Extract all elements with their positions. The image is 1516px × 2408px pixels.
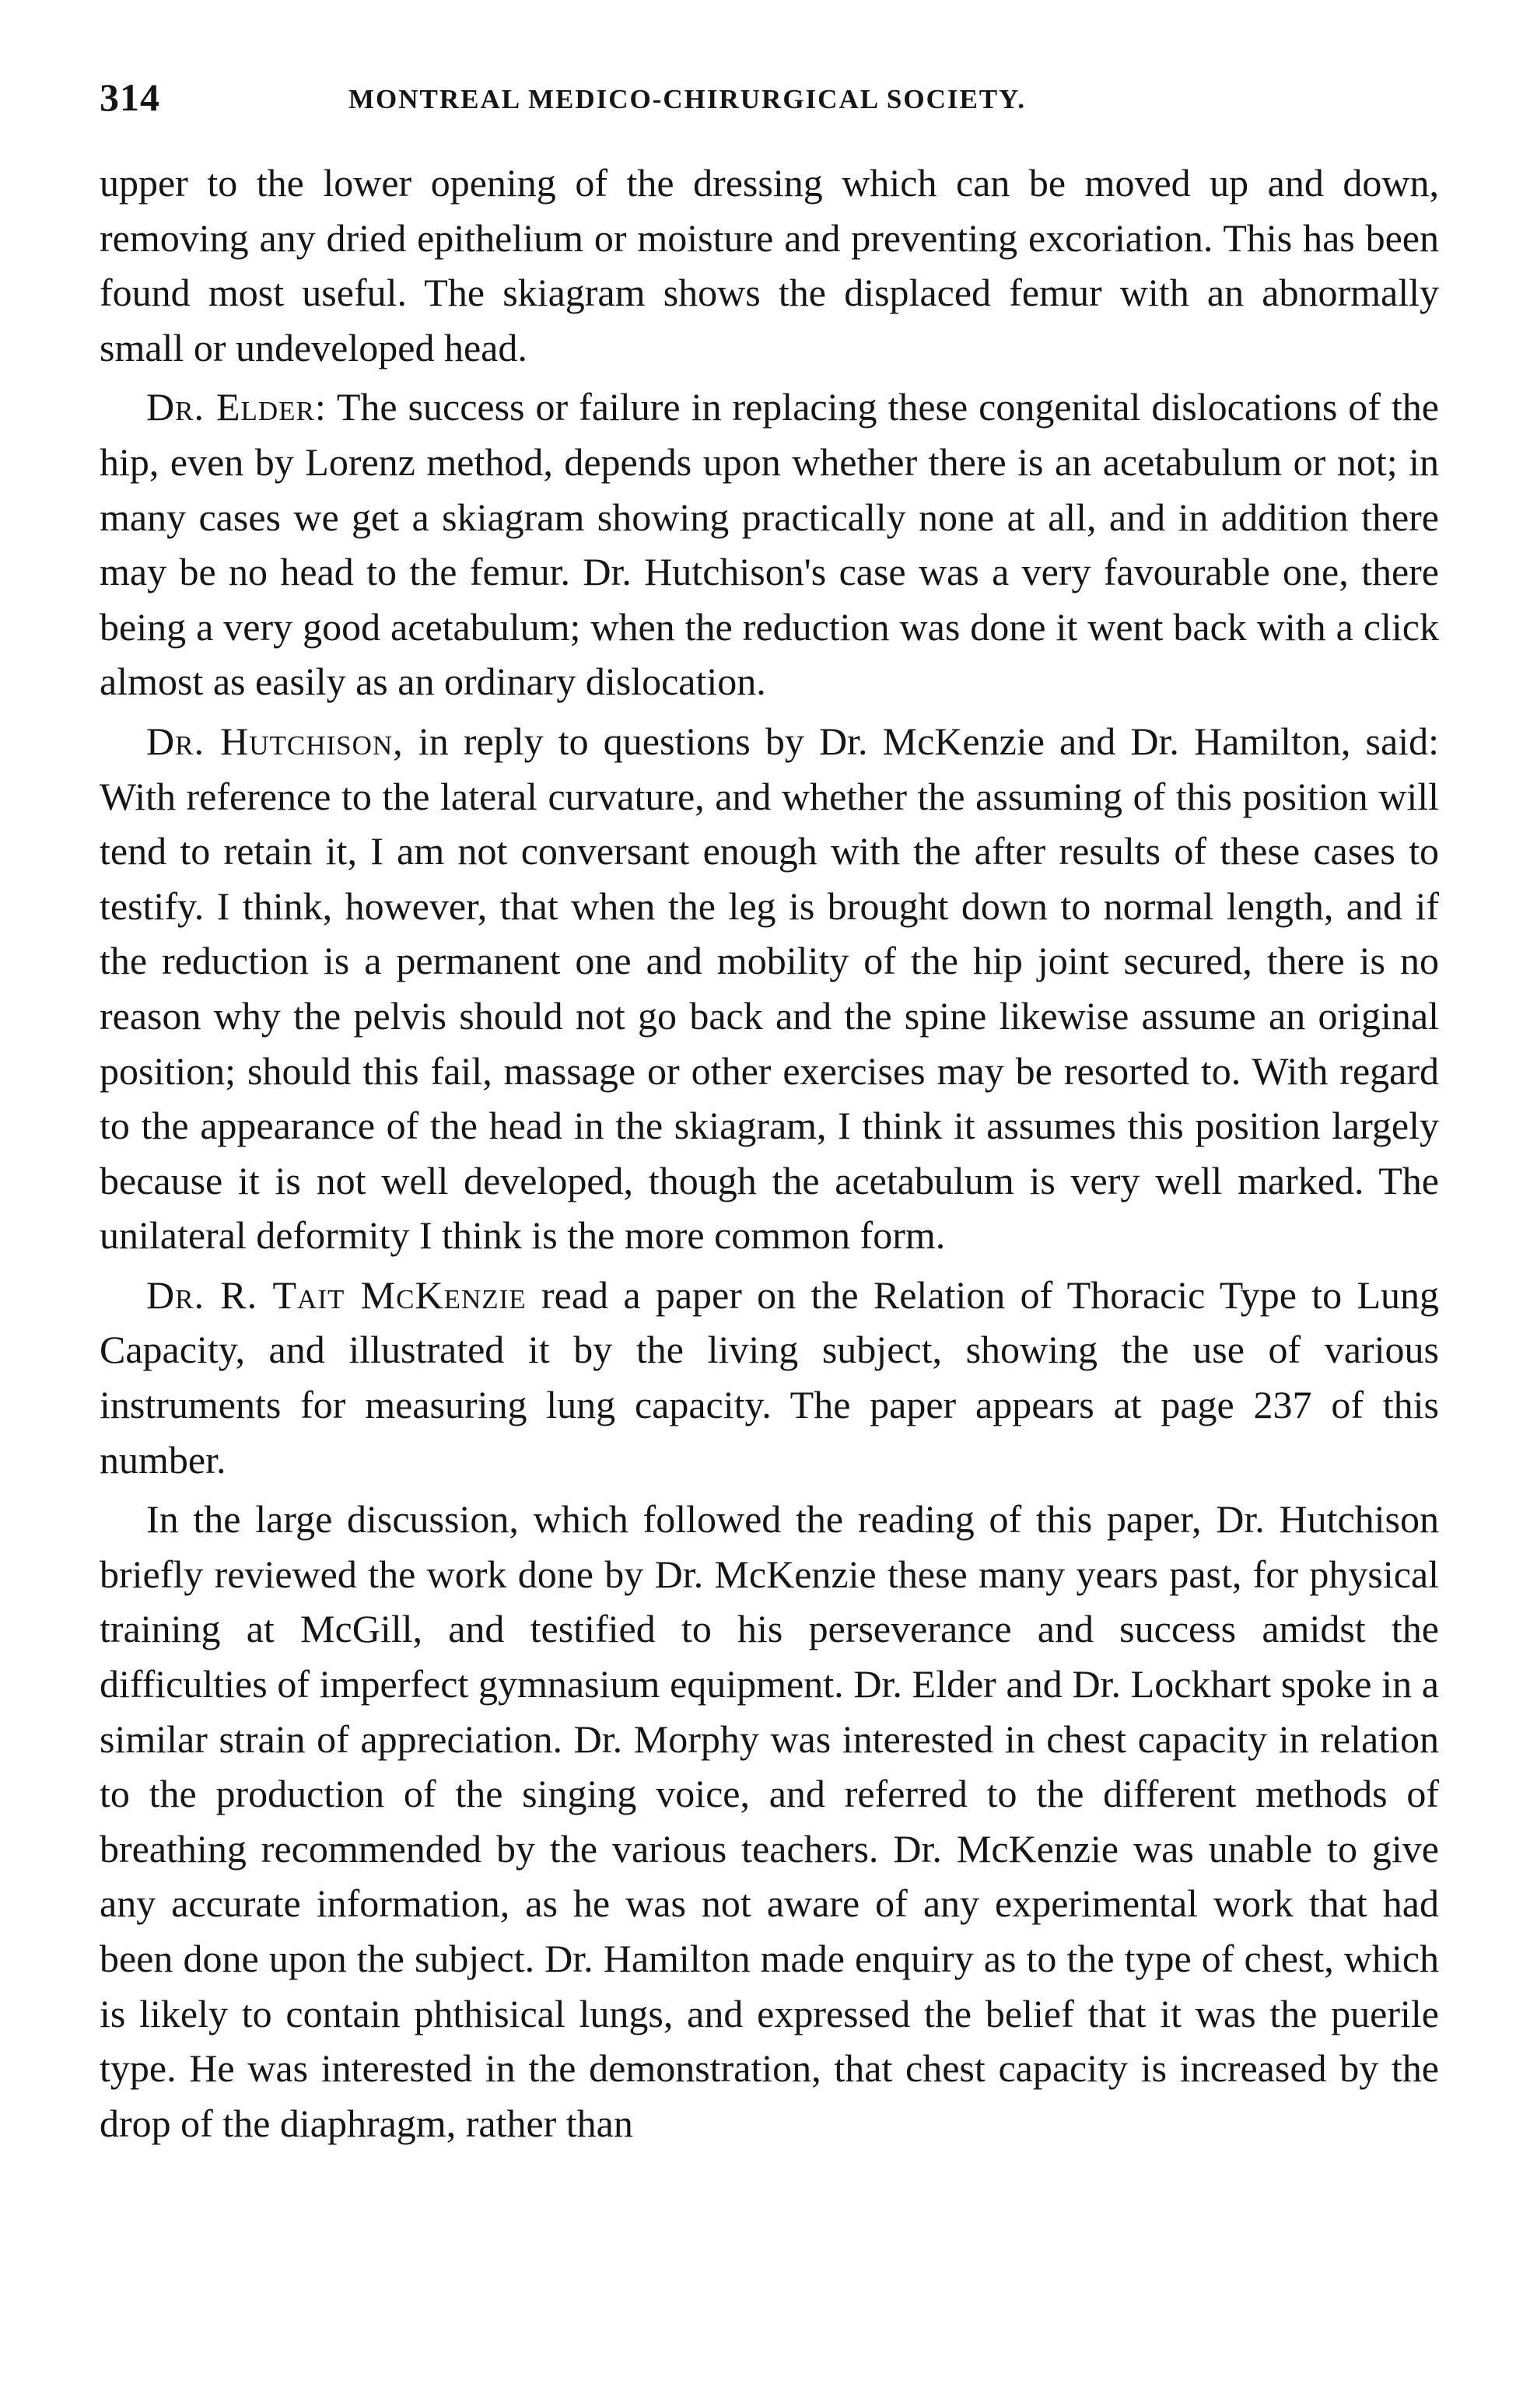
paragraph-text: in reply to questions by Dr. McKenzie and Dr. Hamilton, said: With reference to the lateral curvature, and whether the assuming of this position will tend to retain it, I am not conversant enough with the after results of these cases to testify. I think, however, that when the leg is brought down to normal length, and if the reduction is a permanent one and mobility of the hip joint secured, there is no reason why the pelvis should not go back and the spine likewise assume an original position; should this fail, massage or other exercises may be resorted to. With regard to the appearance of the head in the skiagram, I think it assumes this position largely because it is not well developed, though the acetabulum is very well marked. The unilateral deformity I think is the more common form. [100, 719, 1439, 1258]
running-head [100, 75, 1439, 129]
paragraph-continuation [100, 156, 1439, 375]
paragraph-text: read a paper on the Relation of Thoracic Type to Lung Capacity, and illustrated it by the living subject, showing the use of various instruments for measuring lung capacity. The paper appears at page 237 of this number. [100, 1272, 1440, 1482]
paragraph-dr-hutchison [100, 714, 1439, 1263]
article-body [100, 156, 1439, 2155]
paragraph-text: upper to the lower opening of the dressing which can be moved up and down, removing any dried epithelium or moisture and preventing excoriation. This has been found most useful. The skiagram shows the displaced femur with an abnormally small or undeveloped head. [100, 161, 1439, 369]
speaker-name: Dr. R. Tait McKenzie [146, 1272, 527, 1317]
paragraph-text: In the large discussion, which followed the reading of this paper, Dr. Hutchison briefly reviewed the work done by Dr. McKenzie these many years past, for physical training at McGill, and testified to his perseverance and success amidst the difficulties of imperfect gymnasium equipment. Dr. Elder and Dr. Lockhart spoke in a similar strain of appreciation. Dr. Morphy was interested in chest capacity in relation to the production of the singing voice, and referred to the different methods of breathing recommended by the various teachers. Dr. McKenzie was unable to give any accurate information, as he was not aware of any experimental work that had been done upon the subject. Dr. Hamilton made enquiry as to the type of chest, which is likely to contain phthisical lungs, and expressed the belief that it was the puerile type. He was interested in the demonstration, that chest capacity is increased by the drop of the diaphragm, rather than [100, 1497, 1439, 2145]
speaker-name: Dr. Hutchison, [146, 719, 404, 763]
paragraph-dr-mckenzie [100, 1268, 1439, 1487]
page-number: 314 [100, 75, 160, 119]
journal-title: MONTREAL MEDICO-CHIRURGICAL SOCIETY. [348, 84, 1026, 114]
speaker-name: Dr. Elder: [146, 385, 327, 429]
paragraph-text: The success or failure in replacing these congenital dislocations of the hip, even by Lorenz method, depends upon whether there is an acetabulum or not; in many cases we get a skiagram showing practically none at all, and in addition there may be no head to the femur. Dr. Hutchison's case was a very favourable one, there being a very good acetabulum; when the reduction was done it went back with a click almost as easily as an ordinary dislocation. [100, 385, 1439, 704]
paragraph-dr-elder [100, 380, 1439, 709]
paragraph-discussion [100, 1492, 1439, 2151]
